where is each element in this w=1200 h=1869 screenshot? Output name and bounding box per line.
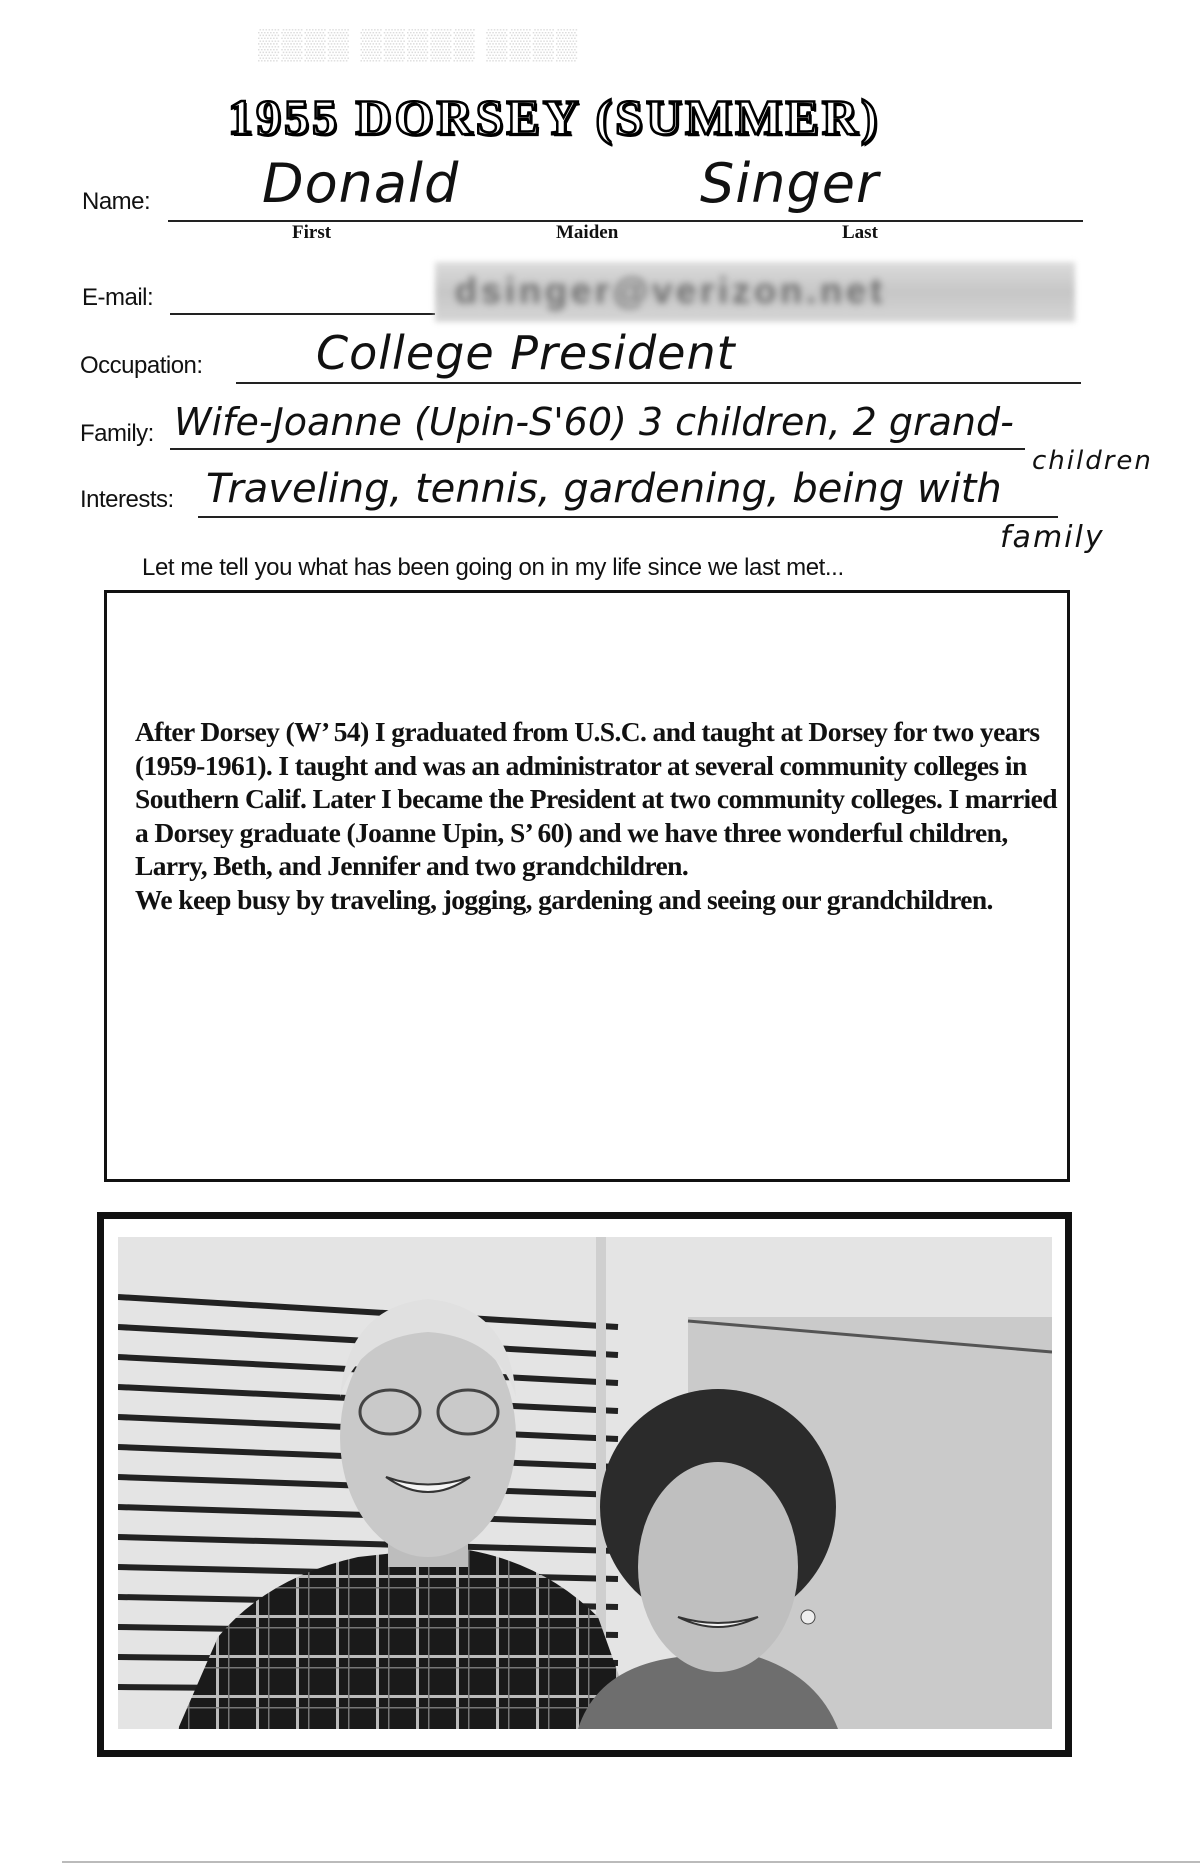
story-prompt: Let me tell you what has been going on in my life since we last met... [142,554,844,581]
maiden-sublabel: Maiden [556,222,619,243]
form-title: 1955 DORSEY (SUMMER) [228,89,881,145]
first-name-value[interactable]: Donald [262,152,460,215]
last-name-value[interactable]: Singer [700,152,880,215]
occupation-underline [236,382,1081,384]
bleed-through-text: ▒▒▒▒ ▒▒▒▒▒ ▒▒▒▒ [258,28,580,61]
interests-value[interactable]: Traveling, tennis, gardening, being with [206,466,1002,512]
story-paragraph-1: After Dorsey (W’ 54) I graduated from U.S.C. and taught at Dorsey for two years (1959-1961). I taught and was an administrator at several community colleges in Southern Calif. Later I became the President at two community colleges. I married a Dorsey graduate (Joanne Upin, S’ 60) and we have three wonderful children, Larry, Beth, and Jennifer and two grandchildren. [135,716,1057,881]
photo-frame [97,1212,1072,1757]
interests-underline [198,516,1058,518]
family-label: Family: [80,420,154,447]
name-label: Name: [82,188,151,215]
story-paragraph-2: We keep busy by traveling, jogging, gardening and seeing our grandchildren. [135,883,993,915]
email-value-redacted [435,262,1075,322]
first-sublabel: First [292,222,332,243]
story-box [104,590,1070,1182]
occupation-label: Occupation: [80,352,203,379]
couple-photo [118,1237,1052,1729]
page-bottom-rule [62,1861,1200,1863]
story-text [135,715,1075,916]
interests-value-continued[interactable]: family [1000,520,1105,555]
last-sublabel: Last [842,222,878,243]
interests-label: Interests: [80,486,174,513]
family-underline [170,448,1025,450]
family-value-continued[interactable]: children [1032,446,1153,476]
email-underline [170,313,435,315]
photo-illustration [118,1237,1052,1729]
family-value[interactable]: Wife-Joanne (Upin-S'60) 3 children, 2 grand- [174,400,1014,444]
occupation-value[interactable]: College President [316,326,736,380]
email-value: dsinger@verizon.net [455,270,887,311]
email-label: E-mail: [82,284,154,311]
woman-face [638,1462,798,1672]
